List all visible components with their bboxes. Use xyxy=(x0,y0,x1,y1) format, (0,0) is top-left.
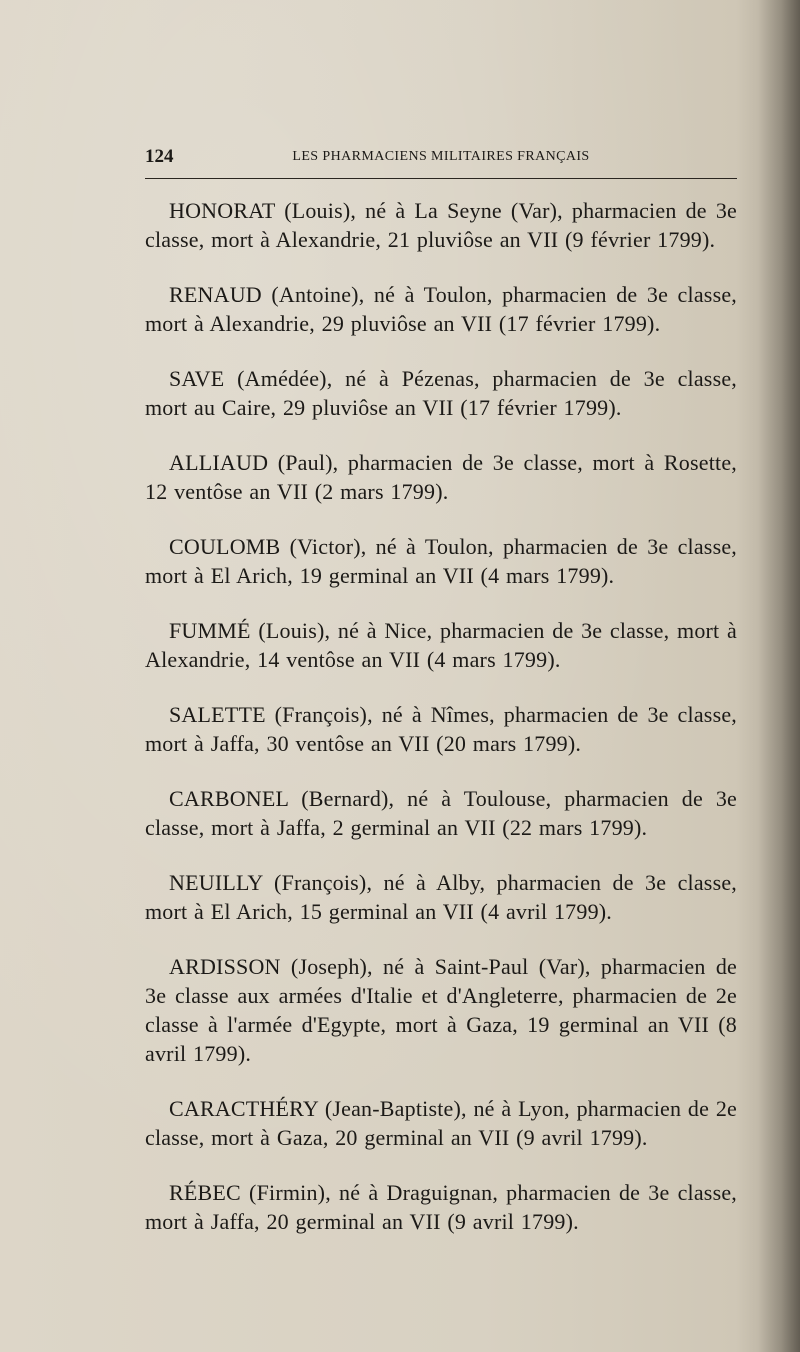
entry-neuilly: NEUILLY (François), né à Alby, pharmacien de 3e classe, mort à El Arich, 15 germinal an VII (4 avril 1799). xyxy=(145,870,737,924)
entry-rebec: RÉBEC (Firmin), né à Draguignan, pharmacien de 3e classe, mort à Jaffa, 20 germinal an VII (9 avril 1799). xyxy=(145,1180,737,1234)
entry-caracthery: CARACTHÉRY (Jean-Baptiste), né à Lyon, pharmacien de 2e classe, mort à Gaza, 20 germinal an VII (9 avril 1799). xyxy=(145,1096,737,1150)
page-number: 124 xyxy=(145,146,174,167)
header-rule xyxy=(145,178,737,179)
entry-coulomb: COULOMB (Victor), né à Toulon, pharmacien de 3e classe, mort à El Arich, 19 germinal an VII (4 mars 1799). xyxy=(145,534,737,588)
entry-list xyxy=(145,196,737,1262)
entry-carbonel: CARBONEL (Bernard), né à Toulouse, pharmacien de 3e classe, mort à Jaffa, 2 germinal an VII (22 mars 1799). xyxy=(145,786,737,840)
running-title: LES PHARMACIENS MILITAIRES FRANÇAIS xyxy=(292,149,590,164)
entry-save: SAVE (Amédée), né à Pézenas, pharmacien de 3e classe, mort au Caire, 29 pluviôse an VII (17 février 1799). xyxy=(145,366,737,420)
entry-fumme: FUMMÉ (Louis), né à Nice, pharmacien de 3e classe, mort à Alexandrie, 14 ventôse an VII (4 mars 1799). xyxy=(145,618,737,672)
entry-alliaud: ALLIAUD (Paul), pharmacien de 3e classe, mort à Rosette, 12 ventôse an VII (2 mars 1799). xyxy=(145,450,737,504)
entry-ardisson: ARDISSON (Joseph), né à Saint-Paul (Var), pharmacien de 3e classe aux armées d'Italie et d'Angleterre, pharmacien de 2e classe à l'armée d'Egypte, mort à Gaza, 19 germinal an VII (8 avril 1799). xyxy=(145,954,737,1066)
entry-renaud: RENAUD (Antoine), né à Toulon, pharmacien de 3e classe, mort à Alexandrie, 29 pluviôse an VII (17 février 1799). xyxy=(145,282,737,336)
entry-salette: SALETTE (François), né à Nîmes, pharmacien de 3e classe, mort à Jaffa, 30 ventôse an VII (20 mars 1799). xyxy=(145,702,737,756)
entry-honorat: HONORAT (Louis), né à La Seyne (Var), pharmacien de 3e classe, mort à Alexandrie, 21 pluviôse an VII (9 février 1799). xyxy=(145,198,737,252)
page-header xyxy=(145,146,737,170)
page-edge-shadow xyxy=(758,0,800,1352)
